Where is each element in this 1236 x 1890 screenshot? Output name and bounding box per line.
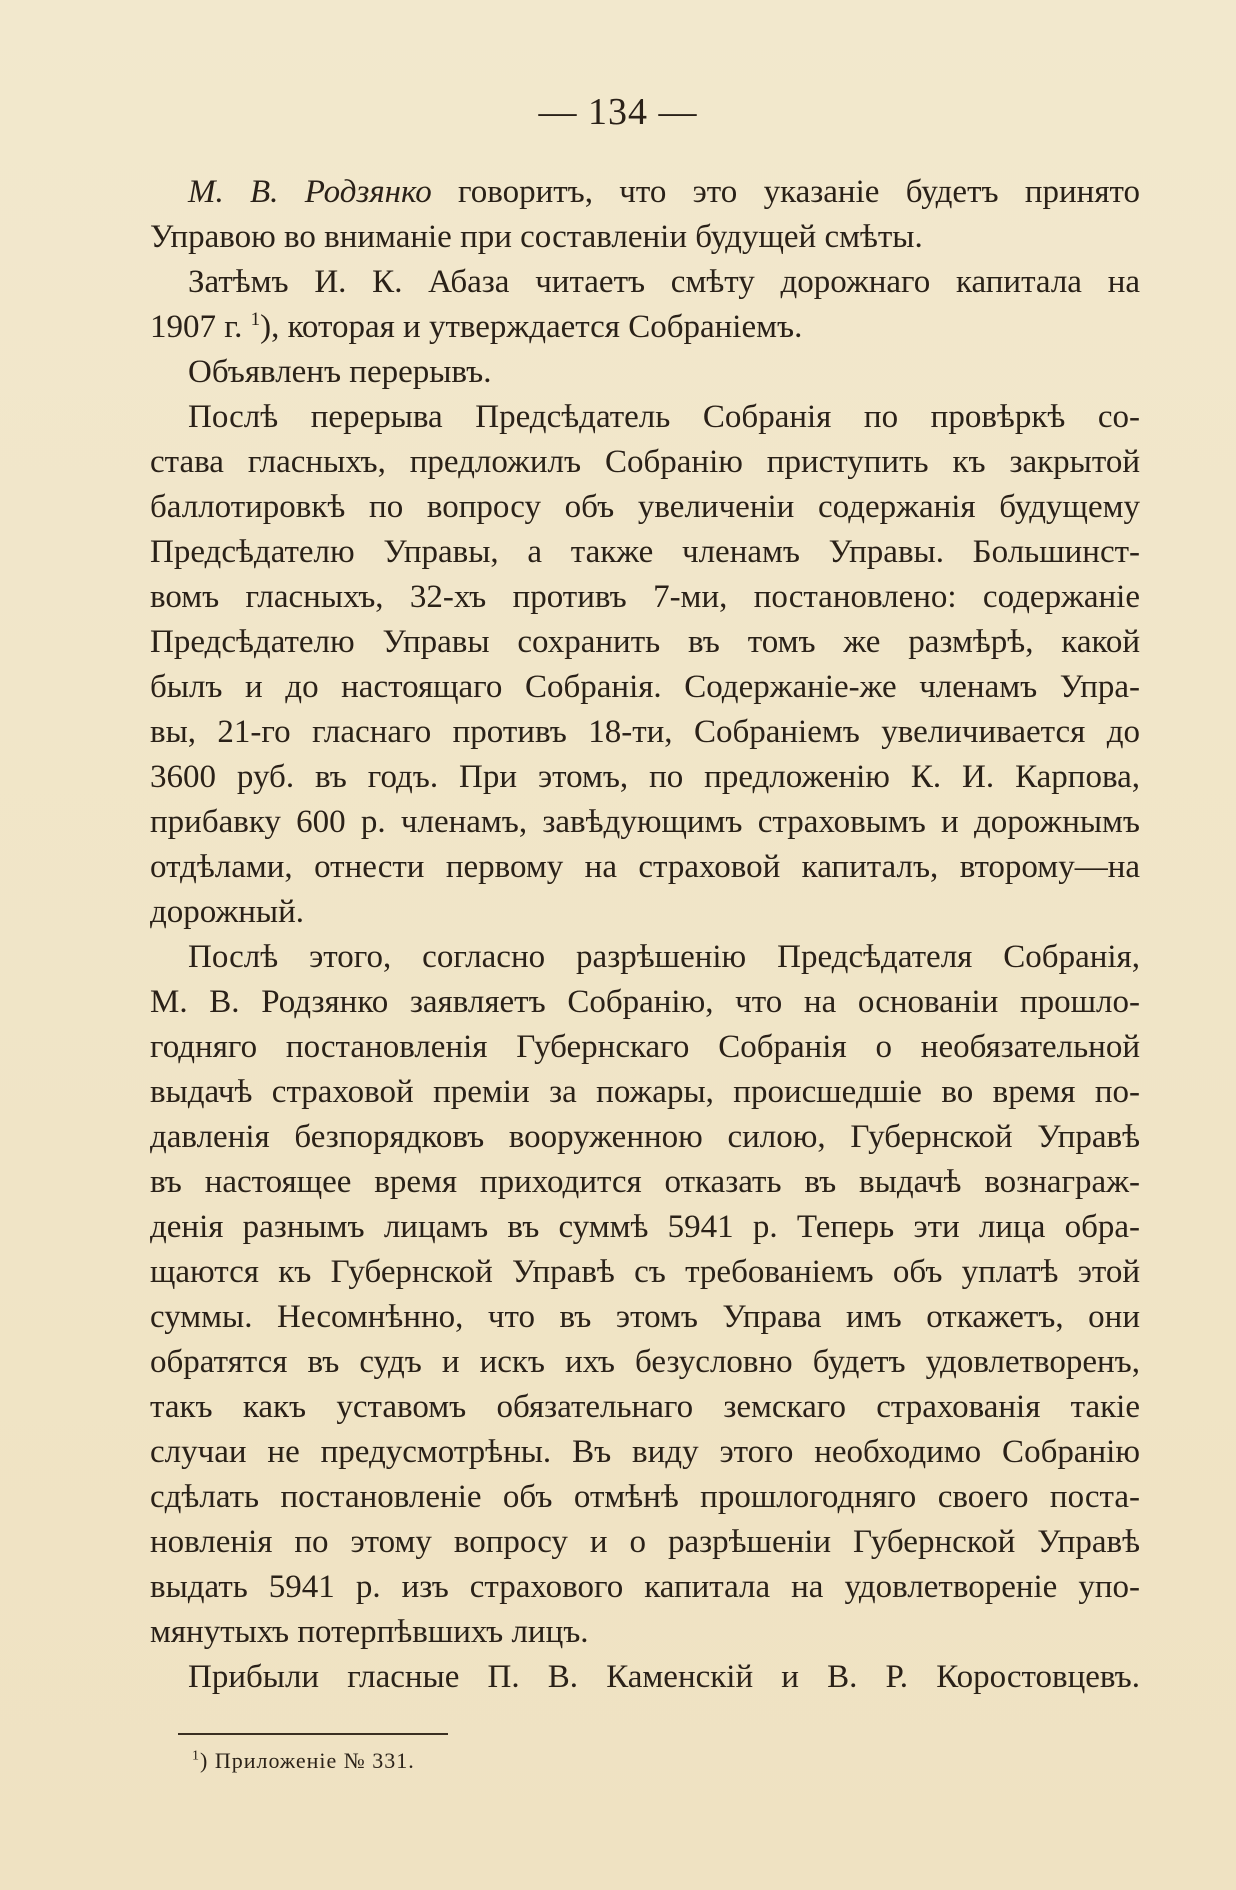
text-line: Предсѣдателю Управы, а также членамъ Управы. Большинст- bbox=[150, 534, 1140, 570]
footnote-divider bbox=[178, 1733, 448, 1735]
footnote-text: ) Приложеніе № 331. bbox=[200, 1748, 415, 1773]
text-line: обратятся въ судъ и искъ ихъ безусловно будетъ удовлетворенъ, bbox=[150, 1344, 1140, 1380]
text-line: отдѣлами, отнести первому на страховой капиталъ, второму—на bbox=[150, 849, 1140, 885]
text-line: годняго постановленія Губернскаго Собранія о необязательной bbox=[150, 1029, 1140, 1065]
text-line: баллотировкѣ по вопросу объ увеличеніи содержанія будущему bbox=[150, 489, 1140, 525]
text-line: Затѣмъ И. К. Абаза читаетъ смѣту дорожнаго капитала на bbox=[188, 264, 1140, 300]
text-line: дорожный. bbox=[150, 894, 305, 930]
text-line: Послѣ этого, согласно разрѣшенію Предсѣдателя Собранія, bbox=[188, 939, 1140, 975]
text-line: такъ какъ уставомъ обязательнаго земскаго страхованія такіе bbox=[150, 1389, 1140, 1425]
text-line: Прибыли гласные П. В. Каменскій и В. Р. Коростовцевъ. bbox=[188, 1659, 1140, 1695]
text-line: сдѣлать постановленіе объ отмѣнѣ прошлогодняго своего поста- bbox=[150, 1479, 1140, 1515]
page-number: — 134 — bbox=[538, 91, 698, 133]
text-line: М. В. Родзянко говоритъ, что это указаніе будетъ принято bbox=[188, 174, 1140, 210]
text-line: 1907 г. $^1$), которая и утверждается Собраніемъ. bbox=[150, 309, 803, 345]
text-line: щаются къ Губернской Управѣ съ требованіемъ объ уплатѣ этой bbox=[150, 1254, 1140, 1290]
text-line: выдачѣ страховой преміи за пожары, происшедшіе во время по- bbox=[150, 1074, 1140, 1110]
text-line: новленія по этому вопросу и о разрѣшеніи Губернской Управѣ bbox=[150, 1524, 1140, 1560]
text-line: М. В. Родзянко заявляетъ Собранію, что на основаніи прошло- bbox=[150, 984, 1140, 1020]
speaker-name: М. В. Родзянко bbox=[188, 174, 432, 210]
text-line: вы, 21-го гласнаго противъ 18-ти, Собраніемъ увеличивается до bbox=[150, 714, 1140, 750]
text-line: става гласныхъ, предложилъ Собранію приступить къ закрытой bbox=[150, 444, 1140, 480]
text-line: денія разнымъ лицамъ въ суммѣ 5941 р. Теперь эти лица обра- bbox=[150, 1209, 1140, 1245]
text-line: случаи не предусмотрѣны. Въ виду этого необходимо Собранію bbox=[150, 1434, 1140, 1470]
footnote-marker: 1 bbox=[192, 1748, 200, 1764]
text-line: Объявленъ перерывъ. bbox=[188, 354, 492, 390]
body-text bbox=[150, 170, 1140, 1700]
text-line: прибавку 600 р. членамъ, завѣдующимъ страховымъ и дорожнымъ bbox=[150, 804, 1140, 840]
text-line: въ настоящее время приходится отказать въ выдачѣ вознаграж- bbox=[150, 1164, 1140, 1200]
text-line: Предсѣдателю Управы сохранить въ томъ же размѣрѣ, какой bbox=[150, 624, 1140, 660]
text-line: суммы. Несомнѣнно, что въ этомъ Управа имъ откажетъ, они bbox=[150, 1299, 1140, 1335]
text-line: 3600 руб. въ годъ. При этомъ, по предложенію К. И. Карпова, bbox=[150, 759, 1140, 795]
text-line: выдать 5941 р. изъ страхового капитала на удовлетвореніе упо- bbox=[150, 1569, 1140, 1605]
text-line: былъ и до настоящаго Собранія. Содержаніе-же членамъ Упра- bbox=[150, 669, 1140, 705]
text-line: давленія безпорядковъ вооруженною силою, Губернской Управѣ bbox=[150, 1119, 1140, 1155]
text-line: Управою во вниманіе при составленіи будущей смѣты. bbox=[150, 219, 923, 255]
text-line: вомъ гласныхъ, 32-хъ противъ 7-ми, постановлено: содержаніе bbox=[150, 579, 1140, 615]
text-line: мянутыхъ потерпѣвшихъ лицъ. bbox=[150, 1614, 589, 1650]
footnote-marker: 1 bbox=[250, 309, 261, 330]
footnote bbox=[192, 1746, 415, 1776]
text-line: Послѣ перерыва Предсѣдатель Собранія по провѣркѣ со- bbox=[188, 399, 1140, 435]
